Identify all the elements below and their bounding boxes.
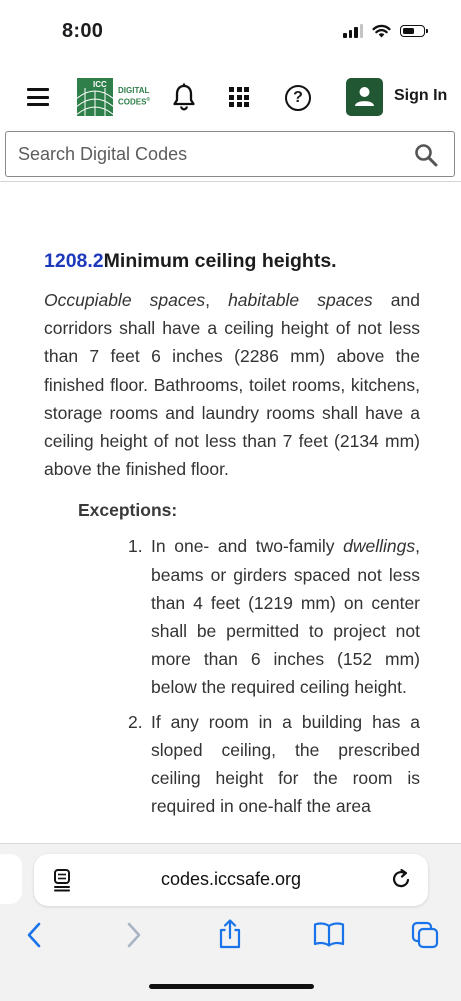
bell-icon[interactable] xyxy=(172,83,196,111)
exception-number: 2. xyxy=(128,711,143,732)
help-question-icon[interactable]: ? xyxy=(285,85,311,111)
previous-tab-peek[interactable] xyxy=(0,854,22,904)
exceptions-list xyxy=(44,532,420,820)
section-heading xyxy=(44,250,420,273)
exception-item: 1. In one- and two-family dwellings, beams or girders spaced not less than 4 feet (1219 mm) on center shall be permitted to project not more than 6 inches (152 mm) below the required ceiling height. xyxy=(44,532,420,701)
sign-in-link[interactable]: Sign In xyxy=(394,87,448,104)
logo-wordmark: DIGITAL CODES® xyxy=(118,86,151,107)
defined-term-link[interactable]: habitable spaces xyxy=(228,290,373,310)
share-icon[interactable] xyxy=(217,918,243,950)
section-number[interactable]: 1208.2 xyxy=(44,250,104,272)
hamburger-menu-icon[interactable] xyxy=(27,88,49,106)
battery-icon xyxy=(400,25,425,37)
exceptions-heading: Exceptions: xyxy=(78,500,178,521)
status-time: 8:00 xyxy=(62,20,104,42)
tabs-icon[interactable] xyxy=(411,921,439,949)
book-icon[interactable] xyxy=(313,921,345,947)
address-bar[interactable] xyxy=(34,854,428,906)
defined-term-link[interactable]: Occupiable spaces xyxy=(44,290,206,310)
wifi-icon xyxy=(372,24,391,38)
account-button[interactable] xyxy=(346,78,383,116)
exception-number: 1. xyxy=(128,536,143,557)
search-bar xyxy=(5,131,455,177)
section-title: Minimum ceiling heights. xyxy=(103,250,337,272)
chevron-right-icon[interactable] xyxy=(124,921,144,949)
exception-item: 2. If any room in a building has a sloped ceiling, the prescribed ceiling height for the room is required in one-half the area xyxy=(44,708,420,821)
search-icon[interactable] xyxy=(414,143,438,167)
search-input[interactable] xyxy=(18,132,398,176)
browser-toolbar xyxy=(0,843,461,1001)
section-body: Occupiable spaces, habitable spaces and corridors shall have a ceiling height of not less than 7 feet 6 inches (2286 mm) above the finished floor. Bathrooms, toilet rooms, kitchens, storage rooms and laundry rooms shall have a ceiling height of not less than 7 feet (2134 mm) above the finished floor. xyxy=(44,290,420,480)
site-header xyxy=(0,70,461,126)
icc-logo-mark: ICC xyxy=(77,78,113,116)
apps-grid-icon[interactable] xyxy=(229,87,249,107)
chevron-left-icon[interactable] xyxy=(24,921,44,949)
defined-term-link[interactable]: dwellings xyxy=(343,536,416,557)
home-indicator[interactable] xyxy=(149,984,314,989)
reload-icon[interactable] xyxy=(390,868,412,890)
icc-digital-codes-logo[interactable] xyxy=(77,78,149,116)
header-divider xyxy=(0,181,461,182)
person-icon xyxy=(346,78,383,116)
status-bar xyxy=(0,0,461,62)
url-text[interactable]: codes.iccsafe.org xyxy=(160,869,302,889)
code-section xyxy=(44,250,420,826)
cellular-signal-icon xyxy=(343,24,363,38)
status-icons xyxy=(343,24,425,38)
